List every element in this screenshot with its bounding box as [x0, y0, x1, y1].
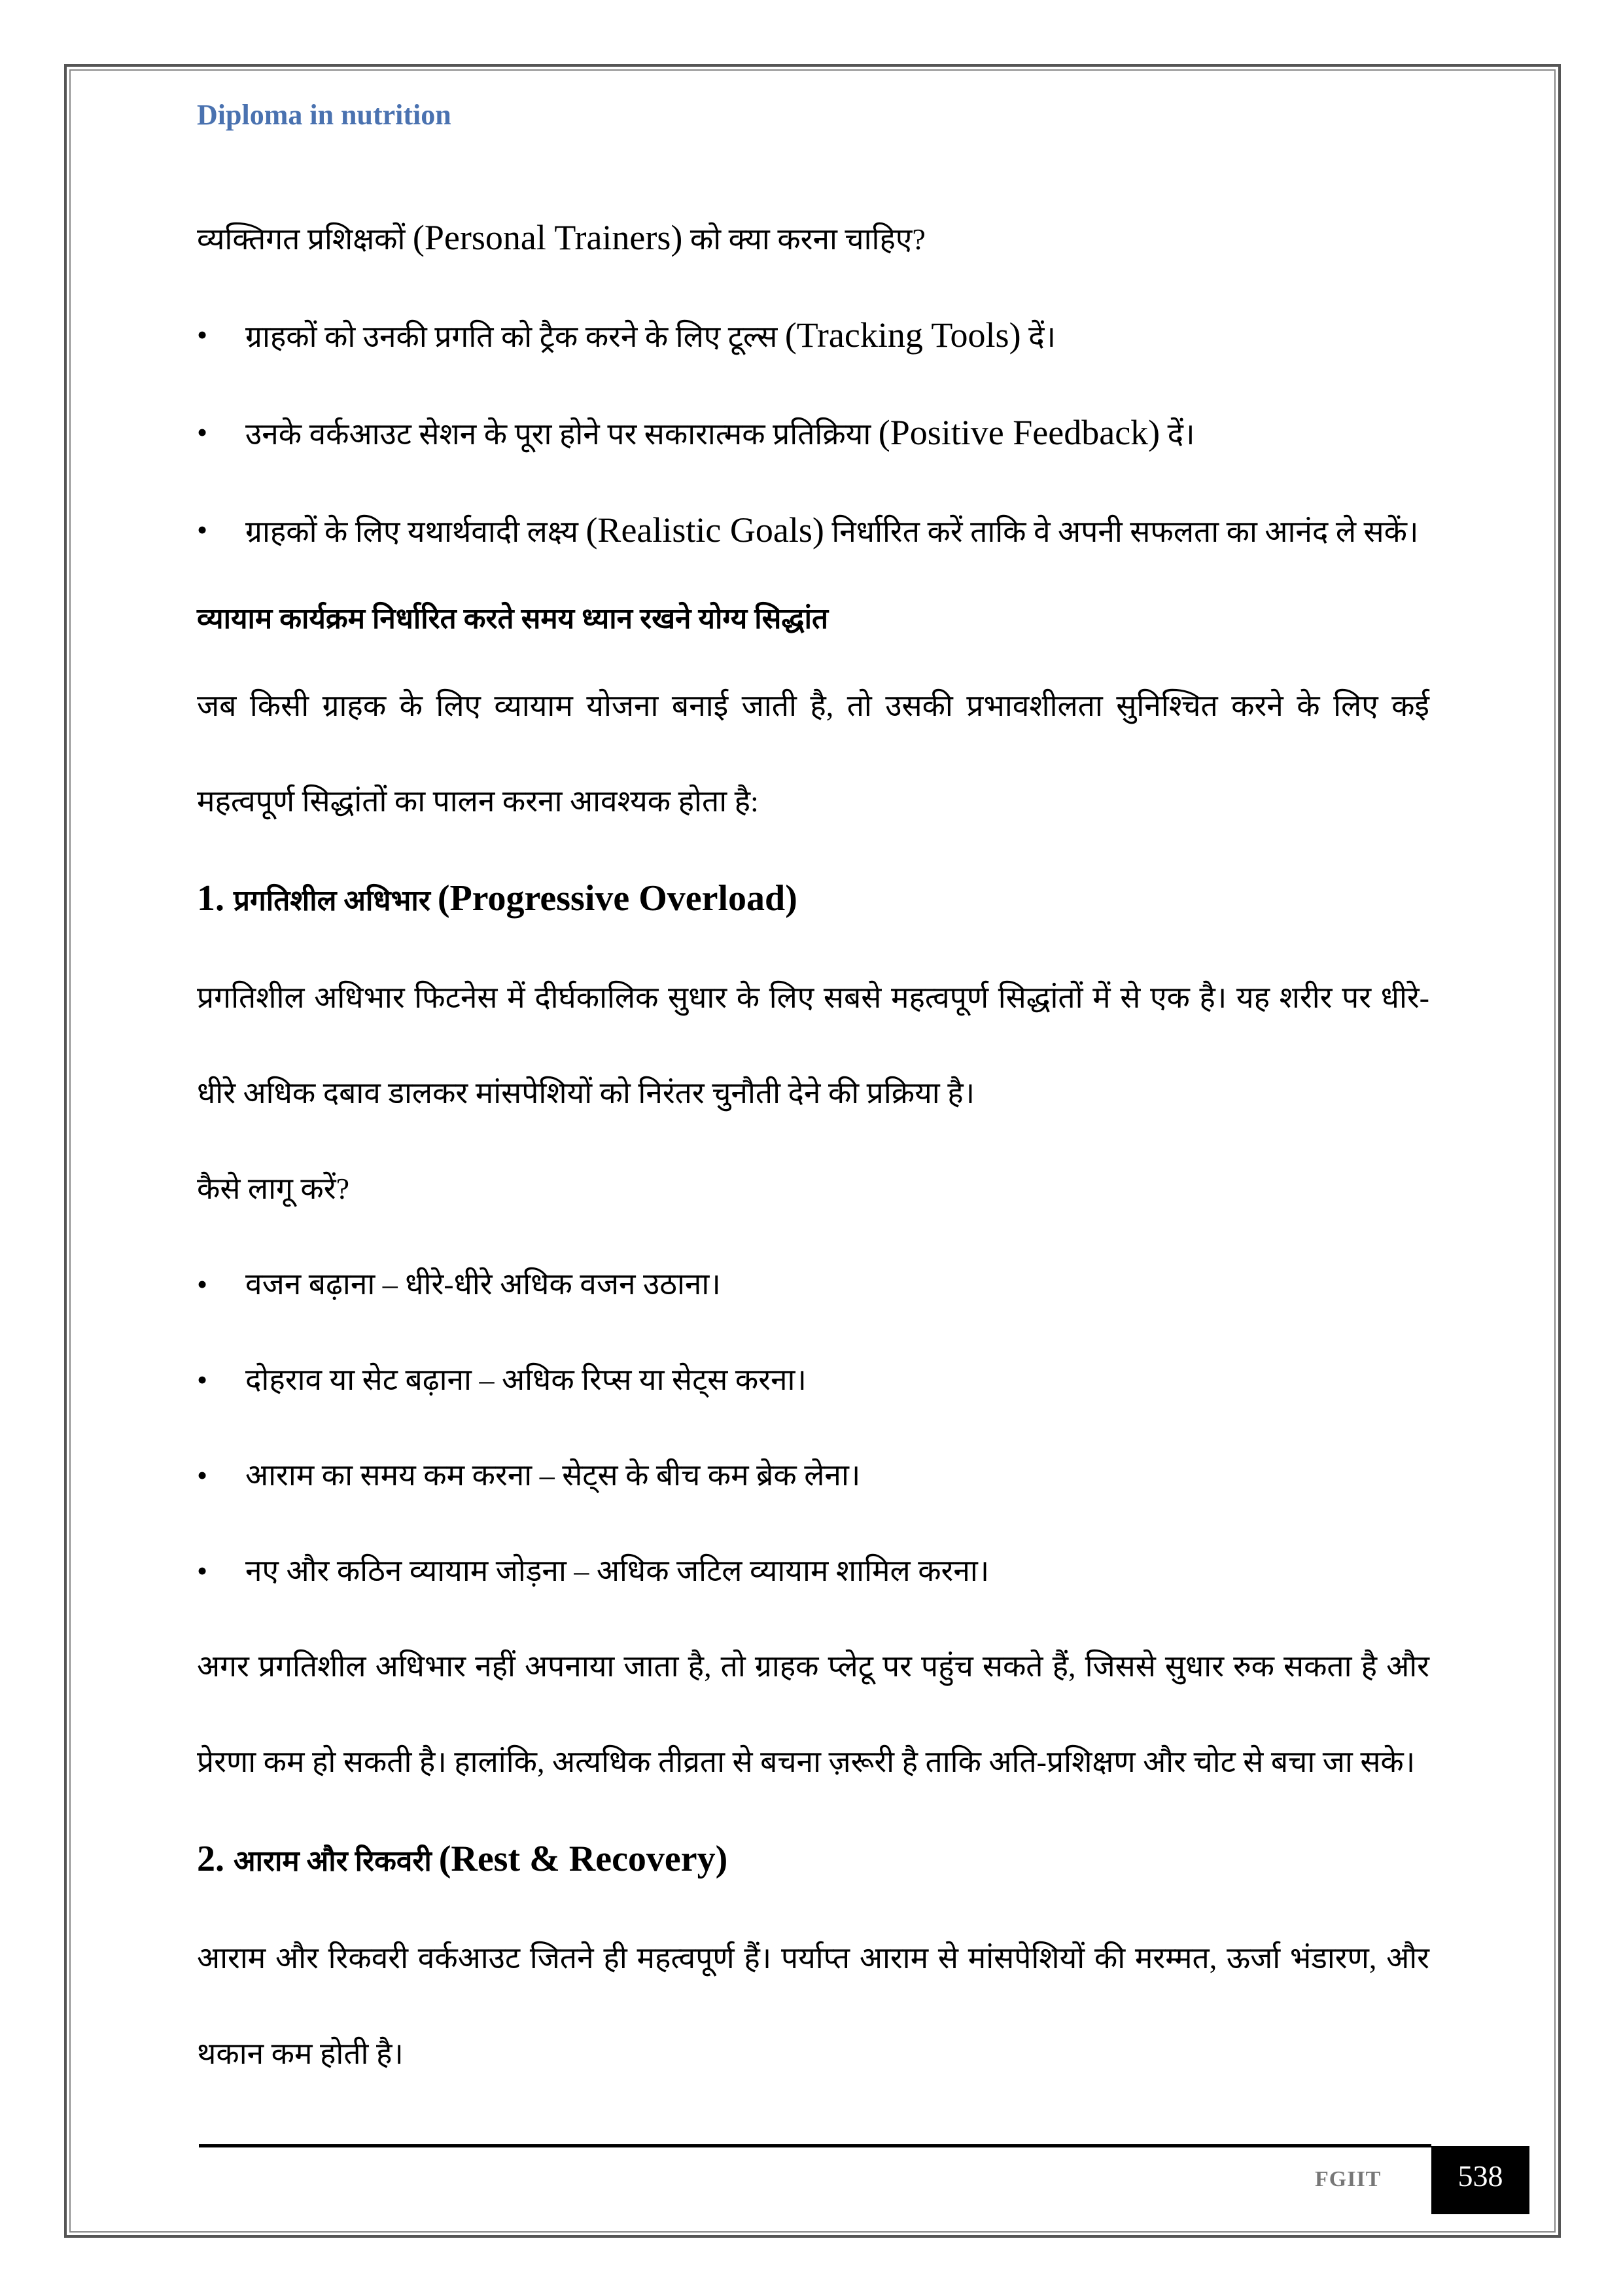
trainers-question-en: (Personal Trainers): [412, 218, 683, 257]
section-title-hi: प्रगतिशील अधिभार: [234, 885, 438, 917]
trainer-bullet-1: [197, 287, 1429, 385]
bullet-dot: •: [197, 318, 208, 351]
section-title-en: (Progressive Overload): [437, 878, 797, 919]
trainers-question-hi-2: को क्या करना चाहिए?: [682, 222, 926, 256]
bullet-text-en: (Tracking Tools): [784, 315, 1021, 355]
bullet-text-hi: ग्राहकों के लिए यथार्थवादी लक्ष्य: [245, 515, 586, 548]
trainers-question: [197, 190, 1429, 287]
overload-bullet-3: [197, 1428, 1429, 1523]
section-2-heading: [197, 1810, 1429, 1911]
section-number: 1.: [197, 878, 234, 919]
section-1-para-2: अगर प्रगतिशील अधिभार नहीं अपनाया जाता है, तो ग्राहक प्लेटू पर पहुंच सकते हैं, जिससे सुधार रुक सकता है और प्रेरणा कम हो सकती है। हालांकि, अत्यधिक तीव्रता से बचना ज़रूरी है ताकि अति-प्रशिक्षण और चोट से बचा जा सके।: [197, 1650, 1429, 1778]
bullet-text: वजन बढ़ाना – धीरे-धीरे अधिक वजन उठाना।: [245, 1267, 721, 1301]
page-number: 538: [1431, 2146, 1529, 2214]
bullet-text-hi: उनके वर्कआउट सेशन के पूरा होने पर सकारात्मक प्रतिक्रिया: [245, 417, 879, 451]
bullet-dot: •: [197, 415, 208, 449]
bullet-dot: •: [197, 1554, 208, 1587]
trainer-bullet-2: [197, 385, 1429, 482]
section-1-heading: [197, 849, 1429, 950]
bullet-dot: •: [197, 1267, 208, 1301]
bullet-text: नए और कठिन व्यायाम जोड़ना – अधिक जटिल व्यायाम शामिल करना।: [245, 1554, 990, 1587]
bullet-text-hi-end: दें।: [1160, 417, 1195, 451]
bullet-text-hi-end: निर्धारित करें ताकि वे अपनी सफलता का आनंद ले सकें।: [824, 515, 1419, 548]
bullet-dot: •: [197, 513, 208, 546]
footer-org: FGIIT: [1315, 2167, 1382, 2191]
bullet-text-hi-end: दें।: [1021, 320, 1056, 353]
page-content: [197, 190, 1429, 2102]
bullet-text: आराम का समय कम करना – सेट्स के बीच कम ब्रेक लेना।: [245, 1458, 861, 1492]
section-title-hi: आराम और रिकवरी: [234, 1845, 439, 1877]
section-1-how-to: कैसे लागू करें?: [197, 1172, 349, 1205]
running-header: Diploma in nutrition: [197, 99, 451, 131]
trainers-question-hi-1: व्यक्तिगत प्रशिक्षकों: [197, 222, 413, 256]
section-title-en: (Rest & Recovery): [438, 1839, 728, 1879]
bullet-text: दोहराव या सेट बढ़ाना – अधिक रिप्स या सेट्स करना।: [245, 1363, 807, 1396]
overload-bullet-4: [197, 1523, 1429, 1619]
footer-rule: [199, 2144, 1431, 2147]
bullet-text-hi: ग्राहकों को उनकी प्रगति को ट्रैक करने के लिए टूल्स: [245, 320, 785, 353]
section-1-para-1: प्रगतिशील अधिभार फिटनेस में दीर्घकालिक सुधार के लिए सबसे महत्वपूर्ण सिद्धांतों में से एक है। यह शरीर पर धीरे-धीरे अधिक दबाव डालकर मांसपेशियों को निरंतर चुनौती देने की प्रक्रिया है।: [197, 981, 1429, 1110]
section-number: 2.: [197, 1839, 234, 1879]
principles-intro: जब किसी ग्राहक के लिए व्यायाम योजना बनाई जाती है, तो उसकी प्रभावशीलता सुनिश्चित करने के लिए कई महत्वपूर्ण सिद्धांतों का पालन करना आवश्यक होता है:: [197, 689, 1429, 818]
principles-heading: व्यायाम कार्यक्रम निर्धारित करते समय ध्यान रखने योग्य सिद्धांत: [197, 603, 829, 635]
trainer-bullet-3: [197, 482, 1429, 580]
bullet-text-en: (Positive Feedback): [878, 413, 1161, 452]
section-2-para-1: आराम और रिकवरी वर्कआउट जितने ही महत्वपूर्ण हैं। पर्याप्त आराम से मांसपेशियों की मरम्मत, ऊर्जा भंडारण, और थकान कम होती है।: [197, 1941, 1429, 2070]
bullet-text-en: (Realistic Goals): [585, 510, 824, 550]
bullet-dot: •: [197, 1363, 208, 1396]
overload-bullet-2: [197, 1332, 1429, 1428]
bullet-dot: •: [197, 1458, 208, 1492]
overload-bullet-1: [197, 1237, 1429, 1332]
